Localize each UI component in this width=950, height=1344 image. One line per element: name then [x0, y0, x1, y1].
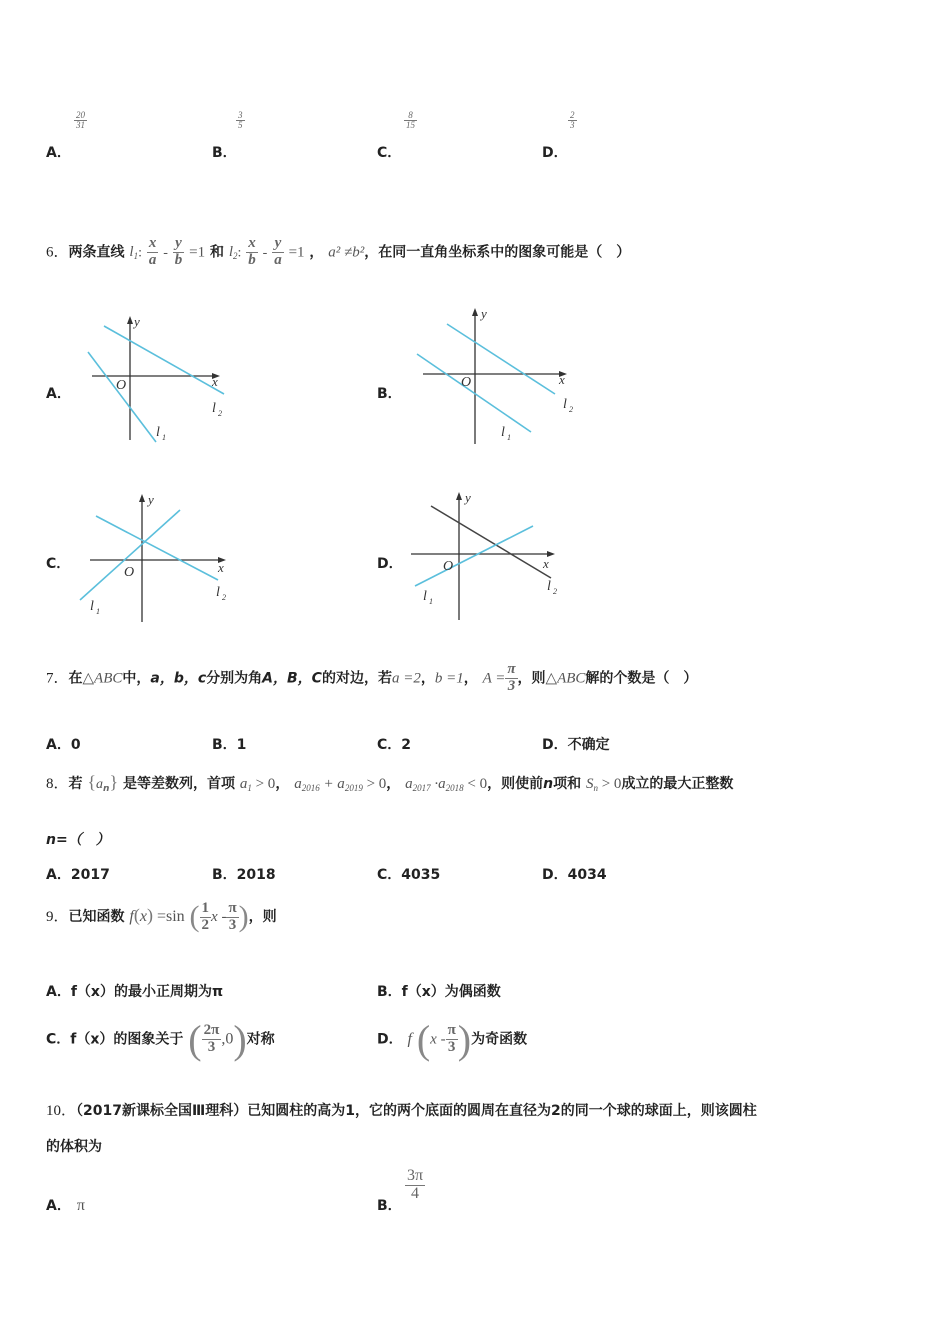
q6-graph-b [403, 302, 583, 446]
q5-option-c-fraction: $\frac{8}{15}$ [406, 110, 415, 131]
svg-text:2: 2 [218, 409, 222, 418]
q10-option-a: A． π [46, 1197, 85, 1214]
svg-text:l: l [547, 579, 551, 594]
q9-option-c: C．f（x）的图象关于 ( $\frac{2\pi}{3}$ ,0)对称 [46, 1017, 275, 1062]
q9-option-b: B．f（x）为偶函数 [377, 984, 501, 1000]
q6-graph-a [84, 314, 229, 444]
svg-text:x: x [543, 556, 549, 571]
svg-text:1: 1 [429, 597, 433, 606]
q10-option-b-fraction: $\frac{3\pi}{4}$ [407, 1167, 424, 1202]
svg-text:O: O [116, 378, 127, 393]
q6-option-c-label: C． [46, 556, 71, 572]
q6-graph-c [76, 490, 234, 624]
svg-text:2: 2 [222, 593, 226, 602]
svg-text:l: l [423, 589, 427, 604]
q5-option-a-fraction: $\frac{20}{31}$ [76, 110, 85, 131]
q7-stem: 7．在△ABC中，a，b，c分别为角A，B，C的对边，若a =2，b =1， A = $\frac{\pi}{3}$ ，则△ABC解的个数是（ ） [46, 661, 698, 694]
q6-stem: 6．两条直线 $l_1$: $\frac{x}{a}$ - $\frac{y}{b}$ =1 和 $l_2$: $\frac{x}{b}$ - $\frac{y}{a}$ =1 ， a² ≠b²，在同一直角坐标系中的图象可能是（ ） [46, 235, 631, 268]
q9-option-d: D． f (x - $\frac{\pi}{3}$ )为奇函数 [377, 1017, 528, 1062]
svg-text:l: l [90, 599, 94, 614]
q7-option-a: A．0 [46, 737, 81, 753]
q10-option-b-label: B． [377, 1198, 402, 1214]
q8-option-a: A．2017 [46, 867, 110, 883]
svg-text:y: y [465, 490, 471, 505]
q7-option-d: D．不确定 [542, 737, 610, 753]
q8-option-b: B．2018 [212, 867, 276, 883]
svg-text:O: O [443, 559, 454, 574]
svg-text:1: 1 [96, 607, 100, 616]
svg-text:x: x [559, 372, 565, 387]
svg-text:1: 1 [162, 433, 166, 442]
svg-text:l: l [212, 401, 216, 416]
q9-stem: 9．已知函数 f(x) =sin ( $\frac{1}{2}$ x - $\frac{\pi}{3}$ )，则 [46, 899, 277, 933]
svg-text:O: O [124, 565, 135, 580]
q6-graph-d [405, 486, 565, 622]
q8-stem-line2: n=（ ） [46, 832, 110, 848]
svg-text:x: x [212, 374, 218, 389]
svg-text:x: x [218, 560, 224, 575]
svg-text:y: y [148, 492, 154, 507]
svg-text:O: O [461, 375, 472, 390]
q5-option-b-fraction: $\frac{3}{5}$ [238, 110, 243, 131]
svg-text:l: l [563, 397, 567, 412]
svg-text:2: 2 [569, 405, 573, 414]
svg-text:l: l [156, 425, 160, 440]
q8-option-c: C．4035 [377, 867, 441, 883]
q10-stem-line2: 的体积为 [46, 1139, 102, 1155]
q5-option-d: D． [542, 145, 568, 161]
svg-text:l: l [501, 425, 505, 440]
svg-text:l: l [216, 585, 220, 600]
q6-option-b-label: B． [377, 386, 402, 402]
q6-option-a-label: A． [46, 386, 71, 402]
q7-option-c: C．2 [377, 737, 412, 753]
svg-text:y: y [481, 306, 487, 321]
q5-option-a: A． [46, 145, 71, 161]
q5-option-d-fraction: $\frac{2}{3}$ [570, 110, 575, 131]
q9-option-a: A．f（x）的最小正周期为π [46, 984, 224, 1000]
q5-option-b: B． [212, 145, 237, 161]
q7-option-b: B．1 [212, 737, 247, 753]
q8-stem: 8．若 $\{a_n\}$ 是等差数列，首项 $a_1 > 0$， $a_{2016} + a_{2019} > 0$， $a_{2017} \cdot a_{2018} < 0$，则使前n项和 $S_n > 0$成立的最大正整数 [46, 772, 734, 794]
svg-text:1: 1 [507, 433, 511, 442]
q8-option-d: D．4034 [542, 867, 607, 883]
q5-option-c: C． [377, 145, 402, 161]
svg-text:2: 2 [553, 587, 557, 596]
q6-option-d-label: D． [377, 556, 403, 572]
q10-stem-line1: 10．（2017新课标全国Ⅲ理科）已知圆柱的高为1，它的两个底面的圆周在直径为2的同一个球的球面上，则该圆柱 [46, 1103, 757, 1119]
svg-text:y: y [134, 314, 140, 329]
